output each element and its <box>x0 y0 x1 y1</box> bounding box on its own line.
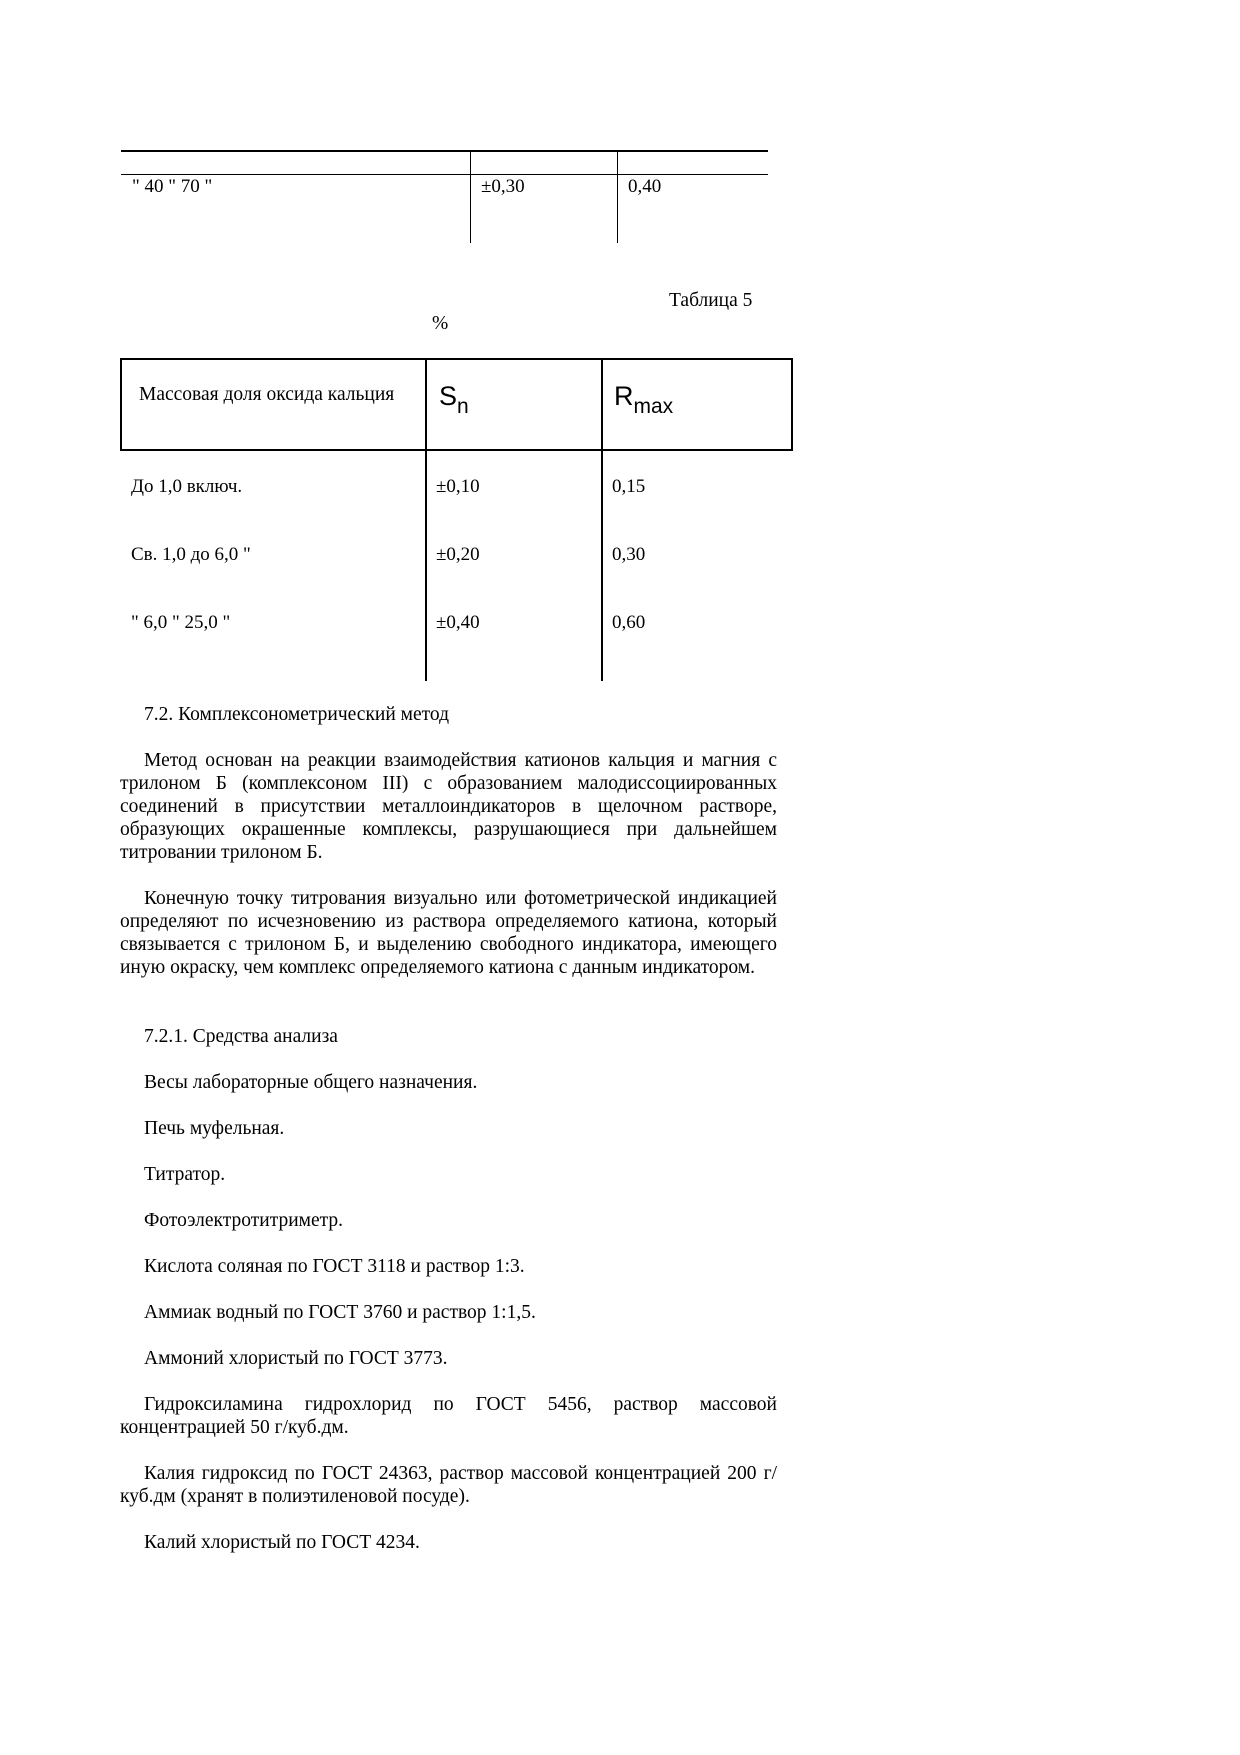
table-caption: Таблица 5 <box>669 290 753 311</box>
table5-row-1-sn: ±0,10 <box>436 476 480 497</box>
top-table-col-divider-2 <box>617 150 618 243</box>
section-7-2-paragraph-1: Метод основан на реакции взаимодействия катионов кальция и магния с трилоном Б (комплексоном III) с образованием малодиссоциированных соединений в присутствии металлоиндикаторов в щелочном растворе, образующих окрашенные комплексы, разрушающиеся при дальнейшем титровании трилоном Б. <box>120 750 777 863</box>
list-item-muffle-furnace: Печь муфельная. <box>144 1118 285 1139</box>
list-item-scales: Весы лабораторные общего назначения. <box>144 1072 478 1093</box>
list-item-ammonia: Аммиак водный по ГОСТ 3760 и раствор 1:1,5. <box>144 1302 536 1323</box>
table5-row-3-range: " 6,0 " 25,0 " <box>131 612 231 633</box>
table-unit: % <box>432 313 449 334</box>
top-table-range: " 40 " 70 " <box>132 176 213 197</box>
table5-header-mass-fraction: Массовая доля оксида кальция <box>139 384 395 405</box>
top-table-col-divider-1 <box>470 150 471 243</box>
section-7-2-title: 7.2. Комплексонометрический метод <box>144 704 450 725</box>
table5-row-2-range: Св. 1,0 до 6,0 " <box>131 544 251 565</box>
table5-row-2-sn: ±0,20 <box>436 544 480 565</box>
list-item-hydroxylamine: Гидроксиламина гидрохлорид по ГОСТ 5456, раствор массовой концентрацией 50 г/куб.дм. <box>120 1394 777 1438</box>
table5-col-divider-1 <box>425 358 427 681</box>
sn-sub: n <box>457 395 469 418</box>
sn-main: S <box>439 381 458 411</box>
top-table-rmax: 0,40 <box>628 176 662 197</box>
section-7-2-paragraph-2: Конечную точку титрования визуально или фотометрической индикацией определяют по исчезновению из раствора определяемого катиона, который связывается с трилоном Б, и выделению свободного индикатора, имеющего иную окраску, чем комплекс определяемого катиона с данным индикатором. <box>120 888 777 978</box>
top-table-sn: ±0,30 <box>481 176 525 197</box>
table5-row-1-rmax: 0,15 <box>612 476 646 497</box>
table5-row-2-rmax: 0,30 <box>612 544 646 565</box>
list-item-hydrochloric-acid: Кислота соляная по ГОСТ 3118 и раствор 1:3. <box>144 1256 525 1277</box>
table5-col-divider-2 <box>601 358 603 681</box>
table5-row-3-rmax: 0,60 <box>612 612 646 633</box>
list-item-titrator: Титратор. <box>144 1164 226 1185</box>
rmax-main: R <box>614 381 634 411</box>
list-item-potassium-hydroxide: Калия гидроксид по ГОСТ 24363, раствор массовой концентрацией 200 г/куб.дм (хранят в полиэтиленовой посуде). <box>120 1463 777 1507</box>
table5-row-1-range: До 1,0 включ. <box>131 476 243 497</box>
list-item-photo-titrimeter: Фотоэлектротитриметр. <box>144 1210 344 1231</box>
table5-row-3-sn: ±0,40 <box>436 612 480 633</box>
rmax-sub: max <box>633 395 674 418</box>
top-table-border-top <box>121 150 768 152</box>
list-item-ammonium-chloride: Аммоний хлористый по ГОСТ 3773. <box>144 1348 448 1369</box>
list-item-potassium-chloride: Калий хлористый по ГОСТ 4234. <box>144 1532 420 1553</box>
top-table-header-rule <box>121 174 768 175</box>
table5-header-sn <box>439 381 469 422</box>
section-7-2-1-title: 7.2.1. Средства анализа <box>144 1026 338 1047</box>
table5-header-rmax <box>614 381 673 422</box>
